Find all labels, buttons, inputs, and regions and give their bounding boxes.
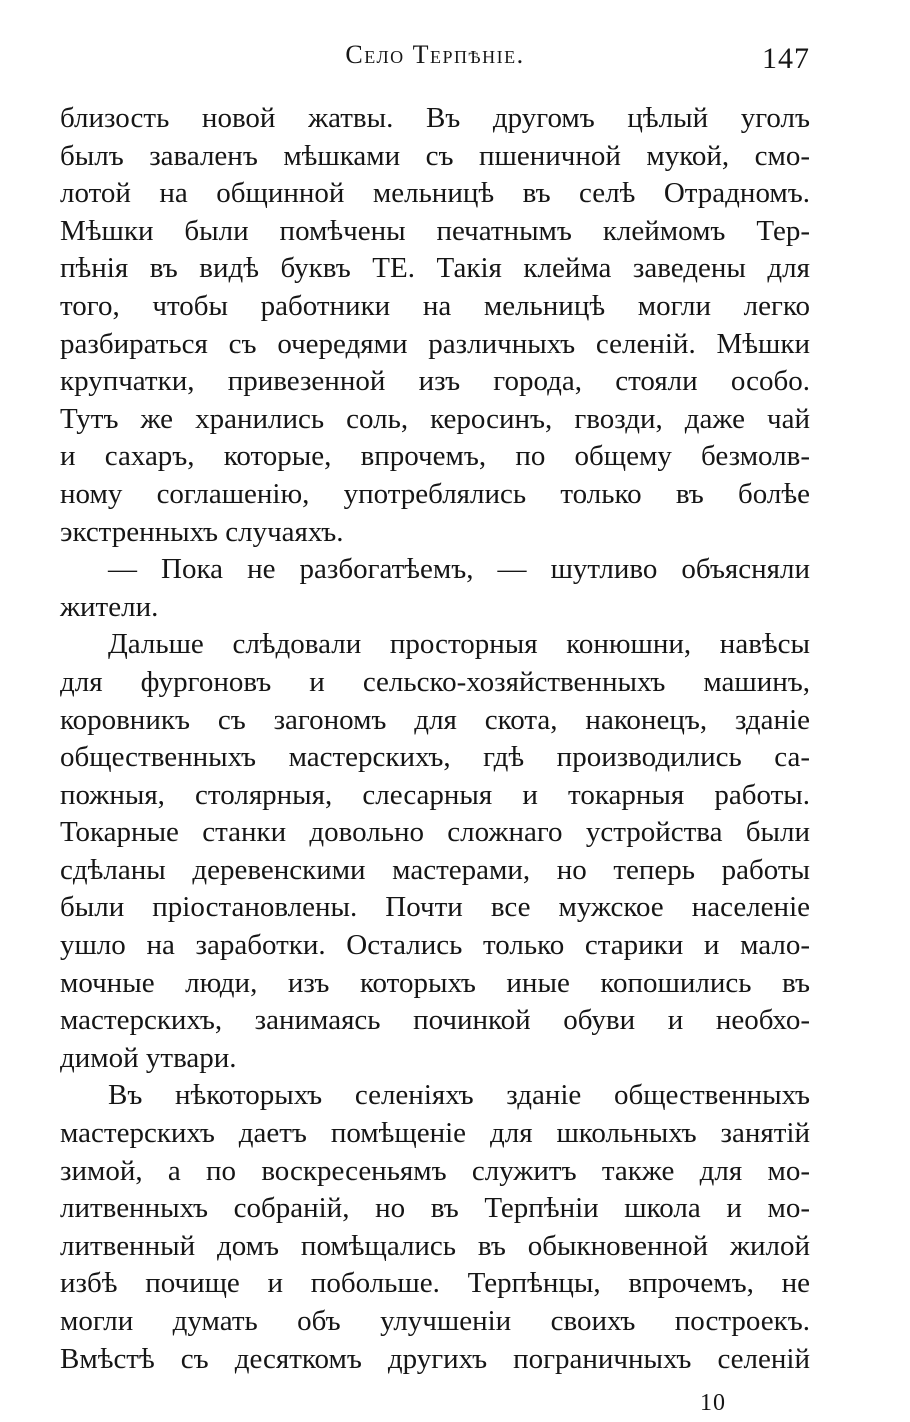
text-line: и сахаръ, которые, впрочемъ, по общему безмолв- xyxy=(60,440,810,473)
text-line: зимой, а по воскресеньямъ служитъ также для мо- xyxy=(60,1154,810,1187)
text-line: мастерскихъ, занимаясь починкой обуви и необхо- xyxy=(60,1004,810,1037)
page-header xyxy=(60,38,810,78)
text-line: былъ заваленъ мѣшками съ пшеничной мукой, смо- xyxy=(60,139,810,172)
text-line: димой утвари. xyxy=(60,1041,237,1074)
text-line: жители. xyxy=(60,590,159,623)
text-line: — Пока не разбогатѣемъ, — шутливо объясняли xyxy=(108,553,810,586)
text-line: ушло на заработки. Остались только старики и мало- xyxy=(60,929,810,962)
text-line: были пріостановлены. Почти все мужское населеніе xyxy=(60,891,810,924)
text-line: экстренныхъ случаяхъ. xyxy=(60,515,344,548)
text-line: сдѣланы деревенскими мастерами, но теперь работы xyxy=(60,853,810,886)
body-text xyxy=(60,100,810,1378)
text-line: пожныя, столярныя, слесарныя и токарныя работы. xyxy=(60,778,810,811)
text-line: Токарные станки довольно сложнаго устройства были xyxy=(60,816,810,849)
text-line: Въ нѣкоторыхъ селеніяхъ зданіе общественныхъ xyxy=(108,1079,810,1112)
text-line: литвенный домъ помѣщались въ обыкновенной жилой xyxy=(60,1229,810,1262)
text-line: мочные люди, изъ которыхъ иные копошились въ xyxy=(60,966,810,999)
page-number: 147 xyxy=(762,42,810,75)
text-line: лотой на общинной мельницѣ въ селѣ Отрадномъ. xyxy=(60,177,810,210)
text-line: литвенныхъ собраній, но въ Терпѣніи школа и мо- xyxy=(60,1192,810,1225)
paragraph-1 xyxy=(60,100,810,551)
text-line: крупчатки, привезенной изъ города, стояли особо. xyxy=(60,365,810,398)
running-head: Село Терпѣніе. xyxy=(345,40,525,69)
text-line: того, чтобы работники на мельницѣ могли легко xyxy=(60,289,810,322)
paragraph-3 xyxy=(60,626,810,1077)
paragraph-4 xyxy=(60,1077,810,1378)
text-line: пѣнія въ видѣ буквъ ТЕ. Такія клейма заведены для xyxy=(60,252,810,285)
text-line: могли думать объ улучшеніи своихъ построекъ. xyxy=(60,1305,810,1337)
text-line: разбираться съ очередями различныхъ селеній. Мѣшки xyxy=(60,327,810,360)
paragraph-2 xyxy=(60,551,810,626)
text-line: Тутъ же хранились соль, керосинъ, гвозди, даже чай xyxy=(60,402,810,435)
text-line: коровникъ съ загономъ для скота, наконецъ, зданіе xyxy=(60,703,810,736)
text-line: близость новой жатвы. Въ другомъ цѣлый уголъ xyxy=(60,102,810,134)
text-line: Мѣшки были помѣчены печатнымъ клеймомъ Тер- xyxy=(60,214,810,247)
text-line: избѣ почище и побольше. Терпѣнцы, впрочемъ, не xyxy=(60,1267,810,1300)
text-line: ному соглашенію, употреблялись только въ болѣе xyxy=(60,477,810,510)
text-line: для фургоновъ и сельско-хозяйственныхъ машинъ, xyxy=(60,665,810,698)
text-line: Дальше слѣдовали просторныя конюшни, навѣсы xyxy=(108,628,810,661)
text-line: общественныхъ мастерскихъ, гдѣ производились са- xyxy=(60,741,810,774)
signature-mark: 10 xyxy=(700,1390,726,1416)
text-line: мастерскихъ даетъ помѣщеніе для школьныхъ занятій xyxy=(60,1117,810,1150)
text-line: Вмѣстѣ съ десяткомъ другихъ пограничныхъ селеній xyxy=(60,1342,810,1375)
